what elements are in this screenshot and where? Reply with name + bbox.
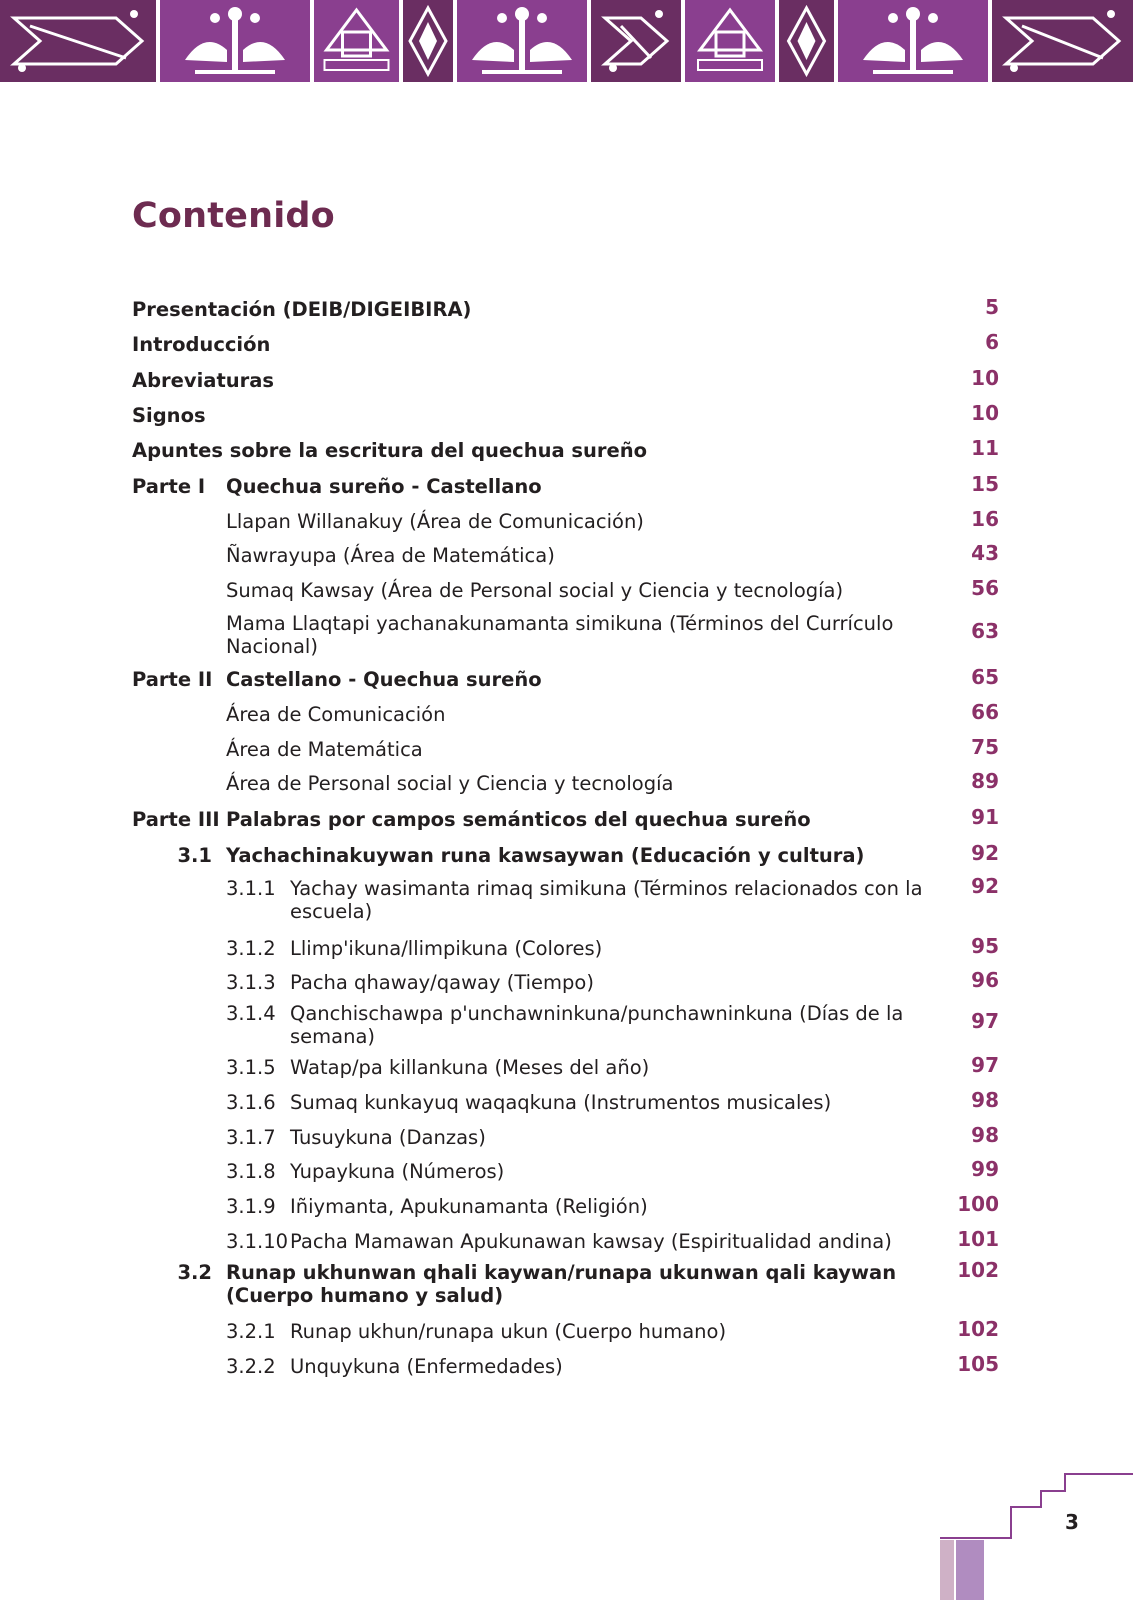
toc-page-number: 100: [957, 1192, 999, 1216]
toc-entry-title: Watap/pa killankuna (Meses del año): [290, 1056, 650, 1079]
toc-page-number: 15: [971, 472, 999, 496]
toc-page-number: 98: [971, 1088, 999, 1112]
toc-section-number: 3.1.5: [226, 1056, 276, 1079]
toc-entry-title: Sumaq kunkayuq waqaqkuna (Instrumentos musicales): [290, 1091, 832, 1114]
toc-page-number: 75: [971, 735, 999, 759]
toc-section-number: 3.2: [177, 1261, 212, 1284]
toc-entry-title: Llapan Willanakuy (Área de Comunicación): [226, 510, 644, 533]
toc-section-number: 3.1.9: [226, 1195, 276, 1218]
toc-page-number: 65: [971, 665, 999, 689]
decorative-header-band: [0, 0, 1133, 82]
toc-entry-title: Área de Matemática: [226, 738, 423, 761]
toc-section-number: 3.1: [177, 844, 212, 867]
toc-page-number: 6: [985, 330, 999, 354]
toc-entry-title: Iñiymanta, Apukunamanta (Religión): [290, 1195, 648, 1218]
toc-entry-title: Runap ukhun/runapa ukun (Cuerpo humano): [290, 1320, 727, 1343]
toc-entry-title: Introducción: [132, 333, 271, 356]
toc-page-number: 92: [971, 874, 999, 898]
toc-page-number: 43: [971, 541, 999, 565]
toc-entry-title: Yachachinakuywan runa kawsaywan (Educación y cultura): [226, 844, 865, 867]
toc-entry-title: Presentación (DEIB/DIGEIBIRA): [132, 298, 472, 321]
toc-page-number: 97: [971, 1053, 999, 1077]
toc-entry-title: Yachay wasimanta rimaq simikuna (Términos relacionados con la escuela): [290, 877, 923, 923]
toc-page-number: 98: [971, 1123, 999, 1147]
toc-section-number: 3.1.8: [226, 1160, 276, 1183]
toc-page-number: 102: [957, 1258, 999, 1282]
toc-part-label: Parte II: [132, 668, 213, 691]
textile-pattern-icon: [0, 0, 1133, 82]
toc-entry-title: Signos: [132, 404, 206, 427]
toc-part-label: Parte I: [132, 475, 206, 498]
toc-entry-title: Quechua sureño - Castellano: [226, 475, 542, 498]
toc-page-number: 96: [971, 968, 999, 992]
toc-entry-title: Llimp'ikuna/llimpikuna (Colores): [290, 937, 603, 960]
toc-entry-title: Palabras por campos semánticos del quechua sureño: [226, 808, 811, 831]
footer-steps-decoration: [940, 1470, 1133, 1600]
toc-page-number: 11: [971, 436, 999, 460]
toc-entry-title: Área de Personal social y Ciencia y tecnología: [226, 772, 674, 795]
toc-page-number: 99: [971, 1157, 999, 1181]
toc-entry-title: Yupaykuna (Números): [290, 1160, 505, 1183]
page-number: 3: [1065, 1510, 1079, 1534]
toc-section-number: 3.1.2: [226, 937, 276, 960]
toc-entry-title: Runap ukhunwan qhali kaywan/runapa ukunwan qali kaywan (Cuerpo humano y salud): [226, 1261, 897, 1307]
toc-part-label: Parte III: [132, 808, 220, 831]
toc-section-number: 3.1.10: [226, 1230, 289, 1253]
toc-page-number: 10: [971, 366, 999, 390]
toc-section-number: 3.1.1: [226, 877, 276, 900]
toc-entry-title: Apuntes sobre la escritura del quechua sureño: [132, 439, 648, 462]
toc-section-number: 3.1.6: [226, 1091, 276, 1114]
toc-entry-title: Área de Comunicación: [226, 703, 446, 726]
page-title: Contenido: [132, 196, 335, 236]
toc-page-number: 105: [957, 1352, 999, 1376]
toc-entry-title: Castellano - Quechua sureño: [226, 668, 542, 691]
toc-page-number: 97: [971, 1009, 999, 1033]
toc-entry-title: Pacha Mamawan Apukunawan kawsay (Espiritualidad andina): [290, 1230, 892, 1253]
toc-page-number: 91: [971, 805, 999, 829]
toc-section-number: 3.1.4: [226, 1002, 276, 1025]
toc-entry-title: Ñawrayupa (Área de Matemática): [226, 544, 555, 567]
toc-page-number: 66: [971, 700, 999, 724]
toc-page-number: 16: [971, 507, 999, 531]
toc-page-number: 56: [971, 576, 999, 600]
toc-section-number: 3.2.1: [226, 1320, 276, 1343]
toc-entry-title: Sumaq Kawsay (Área de Personal social y Ciencia y tecnología): [226, 579, 844, 602]
toc-page-number: 95: [971, 934, 999, 958]
toc-page-number: 10: [971, 401, 999, 425]
toc-page-number: 63: [971, 619, 999, 643]
toc-section-number: 3.2.2: [226, 1355, 276, 1378]
toc-entry-title: Mama Llaqtapi yachanakunamanta simikuna (Términos del Currículo Nacional): [226, 612, 894, 658]
toc-entry-title: Abreviaturas: [132, 369, 275, 392]
toc-entry-title: Tusuykuna (Danzas): [290, 1126, 486, 1149]
toc-page-number: 89: [971, 769, 999, 793]
toc-entry-title: Qanchischawpa p'unchawninkuna/punchawninkuna (Días de la semana): [290, 1002, 904, 1048]
toc-entry-title: Unquykuna (Enfermedades): [290, 1355, 563, 1378]
toc-page-number: 92: [971, 841, 999, 865]
toc-page-number: 5: [985, 295, 999, 319]
toc-page-number: 101: [957, 1227, 999, 1251]
toc-entry-title: Pacha qhaway/qaway (Tiempo): [290, 971, 594, 994]
toc-section-number: 3.1.3: [226, 971, 276, 994]
toc-page-number: 102: [957, 1317, 999, 1341]
toc-section-number: 3.1.7: [226, 1126, 276, 1149]
